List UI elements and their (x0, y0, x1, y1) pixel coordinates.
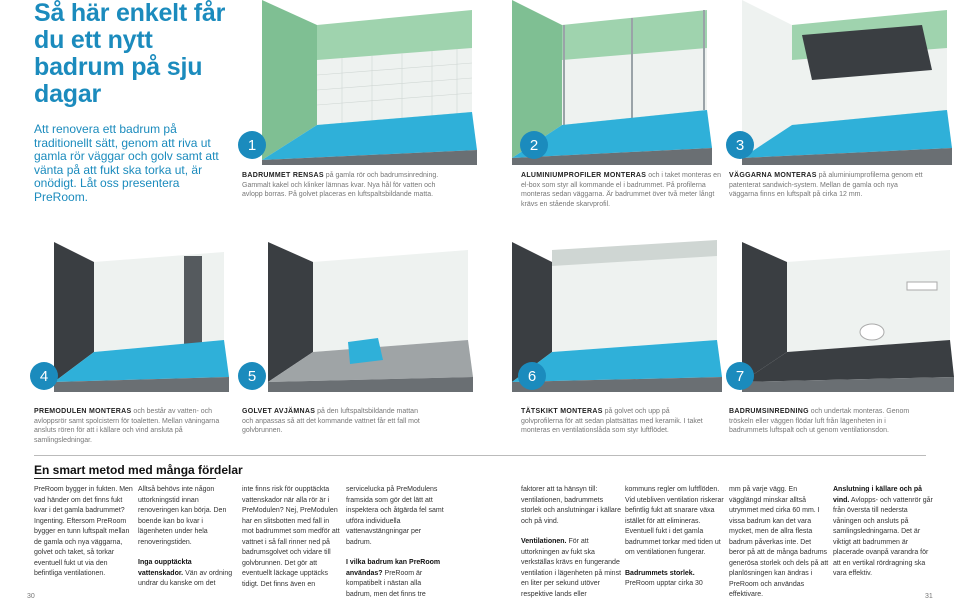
method-paragraph (346, 558, 446, 600)
method-column (833, 485, 933, 590)
paragraph-text: faktorer att ta hänsyn till: ventilationen, badrummets storlek och anslutningar i källare och på vind. (521, 486, 621, 525)
step-caption (521, 171, 721, 209)
step-number-badge: 1 (238, 131, 266, 159)
room-illustration-step-1 (232, 0, 482, 165)
page-number-left: 30 (27, 593, 35, 600)
room-illustration-step-3 (722, 0, 960, 165)
step-title: VÄGGARNA MONTERAS (729, 172, 817, 179)
paragraph-text: Alltså behövs inte någon uttorkningstid innan renoveringen kan börja. Den boende kan bo kvar i lägenheten under hela renoveringstiden. (138, 486, 227, 546)
section-divider (34, 455, 926, 456)
method-paragraph (242, 485, 342, 590)
step-caption (34, 407, 234, 445)
step-caption (729, 407, 914, 436)
paragraph-text: PreRoom bygger in fukten. Men vad händer om det finns fukt kvar i det gamla badrummet? Ingenting. Eftersom PreRoom bygger en tunn luftspalt mellan de gamla och nya väggarna, golvet och taket, så torkar eventuell fukt ut via den befintliga ventilationen. (34, 486, 133, 577)
method-paragraph (138, 485, 238, 548)
paragraph-text: PreRoom upptar cirka 30 (625, 580, 703, 587)
section-title: En smart metod med många fördelar (34, 463, 243, 477)
step-text: på den luftspaltsbildande mattan och anpassas så att det kommande vattnet får ett fall mot golvbrunnen. (242, 408, 420, 434)
method-paragraph (521, 537, 621, 600)
method-paragraph (625, 569, 725, 590)
step-text: och i taket monteras en el-box som styr all kommande el i badrummet. På profilerna monteras sedan väggarna. Är badrummet över två meter långt krävs en stående skarvprofil. (521, 172, 721, 208)
step-number-badge: 4 (30, 362, 58, 390)
paragraph-heading: Ventilationen. (521, 538, 567, 545)
step-text: på golvet och upp på golvprofilerna för att sedan plattsättas med keramik. I taket monteras en ventilationslåda som styr luftflödet. (521, 408, 703, 434)
paragraph-heading: I vilka badrum kan PreRoom användas? (346, 559, 441, 577)
method-paragraph (138, 558, 238, 590)
page-number-right: 31 (925, 593, 933, 600)
step-title: TÄTSKIKT MONTERAS (521, 408, 603, 415)
step-number-badge: 6 (518, 362, 546, 390)
paragraph-text: PreRoom är kompatibelt i nästan alla badrum, men det finns tre (346, 569, 426, 598)
intro-text: Att renovera ett badrum på traditionellt sätt, genom att riva ut gamla rör väggar och golv samt att vänta på att fukt ska torka ut, är onödigt. Låt oss presentera PreRoom. (34, 122, 219, 204)
step-caption (729, 171, 924, 200)
method-paragraph (34, 485, 134, 580)
room-illustration-step-7 (722, 232, 960, 392)
method-paragraph (346, 485, 446, 548)
paragraph-text: kommuns regler om luftflöden. Vid utebliven ventilation riskerar befintlig fukt att snarare växa istället för att elimineras. Eventuell fukt i det gamla badrummet torkar med tiden ut om ventilationen fungerar. (625, 486, 724, 556)
step-number-badge: 7 (726, 362, 754, 390)
paragraph-heading: Anslutning i källare och på vind. (833, 486, 923, 504)
room-illustration-step-5 (238, 232, 483, 392)
step-title: PREMODULEN MONTERAS (34, 408, 132, 415)
step-caption (242, 171, 457, 200)
step-title: ALUMINIUMPROFILER MONTERAS (521, 172, 647, 179)
step-number-badge: 2 (520, 131, 548, 159)
page-title: Så här enkelt får du ett nytt badrum på sju dagar (34, 0, 226, 108)
method-column (138, 485, 238, 600)
method-paragraph (729, 485, 829, 601)
paragraph-text: För att uttorkningen av fukt ska verkställas krävs en fungerande ventilation i lägenheten på minst en liter per sekund utöver respektive lands eller (521, 538, 622, 598)
step-title: BADRUMMET RENSAS (242, 172, 324, 179)
step-text: och undertak monteras. Genom tröskeln eller väggen flödar luft från lägenheten in i badrummets luftspalt och ut genom ventilationsdon. (729, 408, 910, 434)
method-column (242, 485, 342, 600)
paragraph-text: mm på varje vägg. En vägglängd minskar alltså utrymmet med cirka 60 mm. I vissa badrum kan det vara mycket, men de allra flesta badrum påverkas inte. Det beror på att de många badrums generösa storlek och dels på att planlösningen kan ändras i PreRoom och användas effektivare. (729, 486, 829, 598)
paragraph-text: Avlopps- och vattenrör går från översta till nedersta våningen och ansluts på samlingsledningarna. Det är viktigt att badrummen är placerade ovanpå varandra för att en vertikal rördragning ska vara effektiv. (833, 496, 933, 577)
paragraph-heading: Inga oupptäckta vattenskador. (138, 559, 192, 577)
step-number-badge: 3 (726, 131, 754, 159)
method-paragraph (833, 485, 933, 580)
method-column (625, 485, 725, 600)
step-title: BADRUMSINREDNING (729, 408, 809, 415)
method-column (521, 485, 621, 610)
step-number-badge: 5 (238, 362, 266, 390)
step-text: och består av vatten- och avloppsrör samt spolcistern för toaletten. Mellan väningarna ansluts rören för att i källare och vind ansluta på samlingsledningar. (34, 408, 220, 444)
method-column (729, 485, 829, 611)
method-column (346, 485, 446, 610)
step-title: GOLVET AVJÄMNAS (242, 408, 316, 415)
section-title-underline (34, 478, 216, 479)
step-caption (242, 407, 427, 436)
room-illustration-step-4 (34, 232, 234, 392)
paragraph-text: servicelucka på PreModulens framsida som gör det lätt att inspektera och åtgärda fel samt utföra individuella vattenavstängningar per badrum. (346, 486, 444, 546)
step-text: på aluminiumprofilerna genom ett patenterat sandwich-system. Mellan de gamla och nya väggarna finns en luftspalt på cirka 12 mm. (729, 172, 923, 198)
step-text: på gamla rör och badrumsinredning. Gammalt kakel och klinker lämnas kvar. Nya hål för vatten och avlopp borras. På golvet placeras en luftspaltsbildande matta. (242, 172, 439, 198)
method-paragraph (625, 485, 725, 559)
step-caption (521, 407, 711, 436)
paragraph-heading: Badrummets storlek. (625, 569, 695, 577)
method-column (34, 485, 134, 590)
paragraph-text: Vän av ordning undrar du kanske om det (138, 569, 233, 587)
paragraph-text: inte finns risk för oupptäckta vattenskador när alla rör är i PreModulen? Nej, PreModulen har en slitsbotten med fall in mot badrummet som medför att vattnet i så fall rinner ned på badrumsgolvet och vidare till golvbrunnen. Det gör att eventuellt läckage upptäcks tidigt. Det finns även en (242, 486, 340, 588)
method-paragraph (521, 485, 621, 527)
